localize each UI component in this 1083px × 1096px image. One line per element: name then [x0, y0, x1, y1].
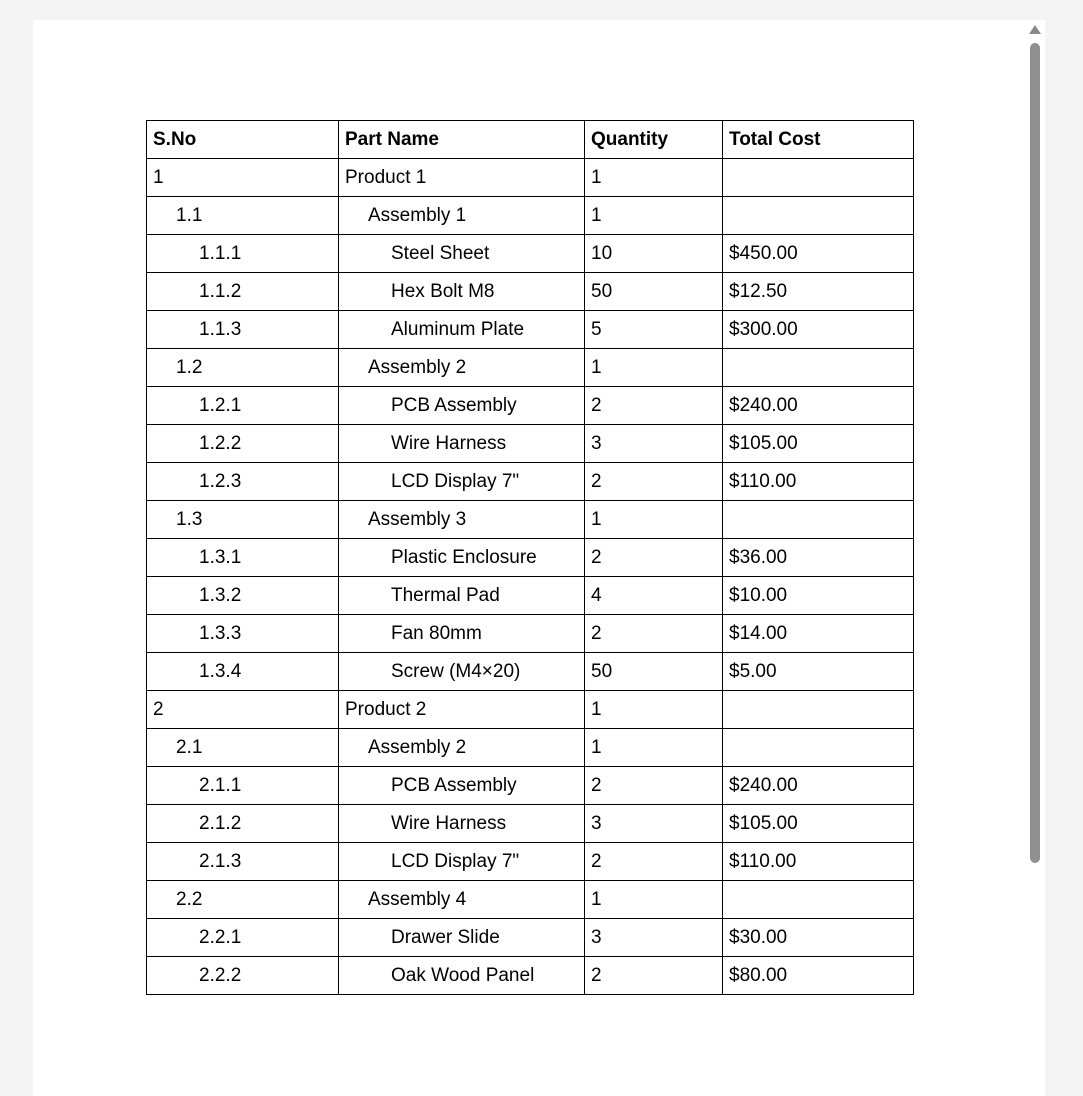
cell-sno: 1.2.2 [147, 425, 339, 463]
cell-sno: 2.1.2 [147, 805, 339, 843]
cell-sno: 1.2 [147, 349, 339, 387]
cell-part-name: Steel Sheet [339, 235, 585, 273]
cell-total-cost: $450.00 [723, 235, 914, 273]
table-row [147, 501, 914, 539]
cell-sno: 2.2 [147, 881, 339, 919]
cell-part-name: PCB Assembly [339, 767, 585, 805]
cell-sno: 2.2.2 [147, 957, 339, 995]
cell-part-name: Fan 80mm [339, 615, 585, 653]
header-part-name: Part Name [339, 121, 585, 159]
cell-part-name: Assembly 2 [339, 729, 585, 767]
cell-total-cost: $5.00 [723, 653, 914, 691]
cell-part-name: Screw (M4×20) [339, 653, 585, 691]
cell-quantity: 1 [585, 159, 723, 197]
table-row [147, 615, 914, 653]
table-row [147, 767, 914, 805]
cell-part-name: Drawer Slide [339, 919, 585, 957]
table-row [147, 425, 914, 463]
cell-quantity: 3 [585, 805, 723, 843]
cell-sno: 1 [147, 159, 339, 197]
bill-of-materials-table [146, 120, 914, 995]
cell-sno: 2 [147, 691, 339, 729]
cell-total-cost: $36.00 [723, 539, 914, 577]
table-row [147, 729, 914, 767]
cell-sno: 1.3.1 [147, 539, 339, 577]
cell-quantity: 2 [585, 387, 723, 425]
cell-total-cost: $240.00 [723, 387, 914, 425]
cell-quantity: 50 [585, 273, 723, 311]
cell-total-cost: $14.00 [723, 615, 914, 653]
cell-quantity: 3 [585, 425, 723, 463]
cell-part-name: Assembly 2 [339, 349, 585, 387]
header-total-cost: Total Cost [723, 121, 914, 159]
table-row [147, 387, 914, 425]
cell-total-cost: $80.00 [723, 957, 914, 995]
cell-sno: 1.3.2 [147, 577, 339, 615]
cell-sno: 1.1.3 [147, 311, 339, 349]
cell-total-cost [723, 501, 914, 539]
cell-total-cost [723, 197, 914, 235]
cell-quantity: 5 [585, 311, 723, 349]
cell-sno: 1.2.3 [147, 463, 339, 501]
cell-part-name: Aluminum Plate [339, 311, 585, 349]
cell-part-name: Product 2 [339, 691, 585, 729]
cell-total-cost: $105.00 [723, 805, 914, 843]
table-row [147, 691, 914, 729]
document-page [33, 20, 1025, 1096]
cell-part-name: Assembly 4 [339, 881, 585, 919]
cell-total-cost: $300.00 [723, 311, 914, 349]
cell-total-cost: $105.00 [723, 425, 914, 463]
cell-quantity: 1 [585, 691, 723, 729]
cell-total-cost: $12.50 [723, 273, 914, 311]
table-row [147, 349, 914, 387]
cell-sno: 1.1 [147, 197, 339, 235]
cell-total-cost [723, 691, 914, 729]
cell-sno: 1.2.1 [147, 387, 339, 425]
cell-part-name: PCB Assembly [339, 387, 585, 425]
cell-sno: 1.3.3 [147, 615, 339, 653]
cell-part-name: Wire Harness [339, 805, 585, 843]
table-row [147, 539, 914, 577]
cell-quantity: 4 [585, 577, 723, 615]
cell-sno: 1.1.2 [147, 273, 339, 311]
cell-quantity: 1 [585, 197, 723, 235]
cell-sno: 2.1 [147, 729, 339, 767]
cell-quantity: 1 [585, 501, 723, 539]
cell-quantity: 3 [585, 919, 723, 957]
cell-total-cost [723, 729, 914, 767]
scrollbar-thumb[interactable] [1030, 43, 1040, 863]
cell-total-cost: $240.00 [723, 767, 914, 805]
header-quantity: Quantity [585, 121, 723, 159]
table-row [147, 197, 914, 235]
table-header-row [147, 121, 914, 159]
table-row [147, 919, 914, 957]
cell-quantity: 1 [585, 349, 723, 387]
cell-sno: 1.3.4 [147, 653, 339, 691]
cell-sno: 1.1.1 [147, 235, 339, 273]
cell-part-name: Oak Wood Panel [339, 957, 585, 995]
table-row [147, 653, 914, 691]
scroll-up-arrow-icon[interactable] [1029, 25, 1041, 34]
cell-part-name: Plastic Enclosure [339, 539, 585, 577]
cell-total-cost: $110.00 [723, 463, 914, 501]
cell-part-name: LCD Display 7" [339, 843, 585, 881]
cell-quantity: 1 [585, 881, 723, 919]
cell-part-name: Wire Harness [339, 425, 585, 463]
cell-part-name: Thermal Pad [339, 577, 585, 615]
table-row [147, 805, 914, 843]
cell-quantity: 50 [585, 653, 723, 691]
cell-quantity: 2 [585, 463, 723, 501]
cell-part-name: Assembly 3 [339, 501, 585, 539]
table-row [147, 235, 914, 273]
table-row [147, 159, 914, 197]
cell-total-cost [723, 349, 914, 387]
cell-quantity: 1 [585, 729, 723, 767]
cell-total-cost [723, 881, 914, 919]
table-row [147, 311, 914, 349]
cell-sno: 1.3 [147, 501, 339, 539]
cell-quantity: 2 [585, 767, 723, 805]
cell-part-name: Hex Bolt M8 [339, 273, 585, 311]
cell-part-name: Assembly 1 [339, 197, 585, 235]
cell-part-name: LCD Display 7" [339, 463, 585, 501]
header-sno: S.No [147, 121, 339, 159]
cell-total-cost: $10.00 [723, 577, 914, 615]
vertical-scrollbar[interactable] [1025, 20, 1045, 1096]
cell-quantity: 10 [585, 235, 723, 273]
cell-sno: 2.1.1 [147, 767, 339, 805]
cell-quantity: 2 [585, 615, 723, 653]
table-row [147, 273, 914, 311]
cell-total-cost [723, 159, 914, 197]
table-row [147, 843, 914, 881]
table-row [147, 957, 914, 995]
cell-total-cost: $30.00 [723, 919, 914, 957]
cell-quantity: 2 [585, 957, 723, 995]
table-row [147, 881, 914, 919]
cell-part-name: Product 1 [339, 159, 585, 197]
table-row [147, 463, 914, 501]
cell-quantity: 2 [585, 539, 723, 577]
cell-total-cost: $110.00 [723, 843, 914, 881]
table-row [147, 577, 914, 615]
cell-quantity: 2 [585, 843, 723, 881]
cell-sno: 2.1.3 [147, 843, 339, 881]
cell-sno: 2.2.1 [147, 919, 339, 957]
